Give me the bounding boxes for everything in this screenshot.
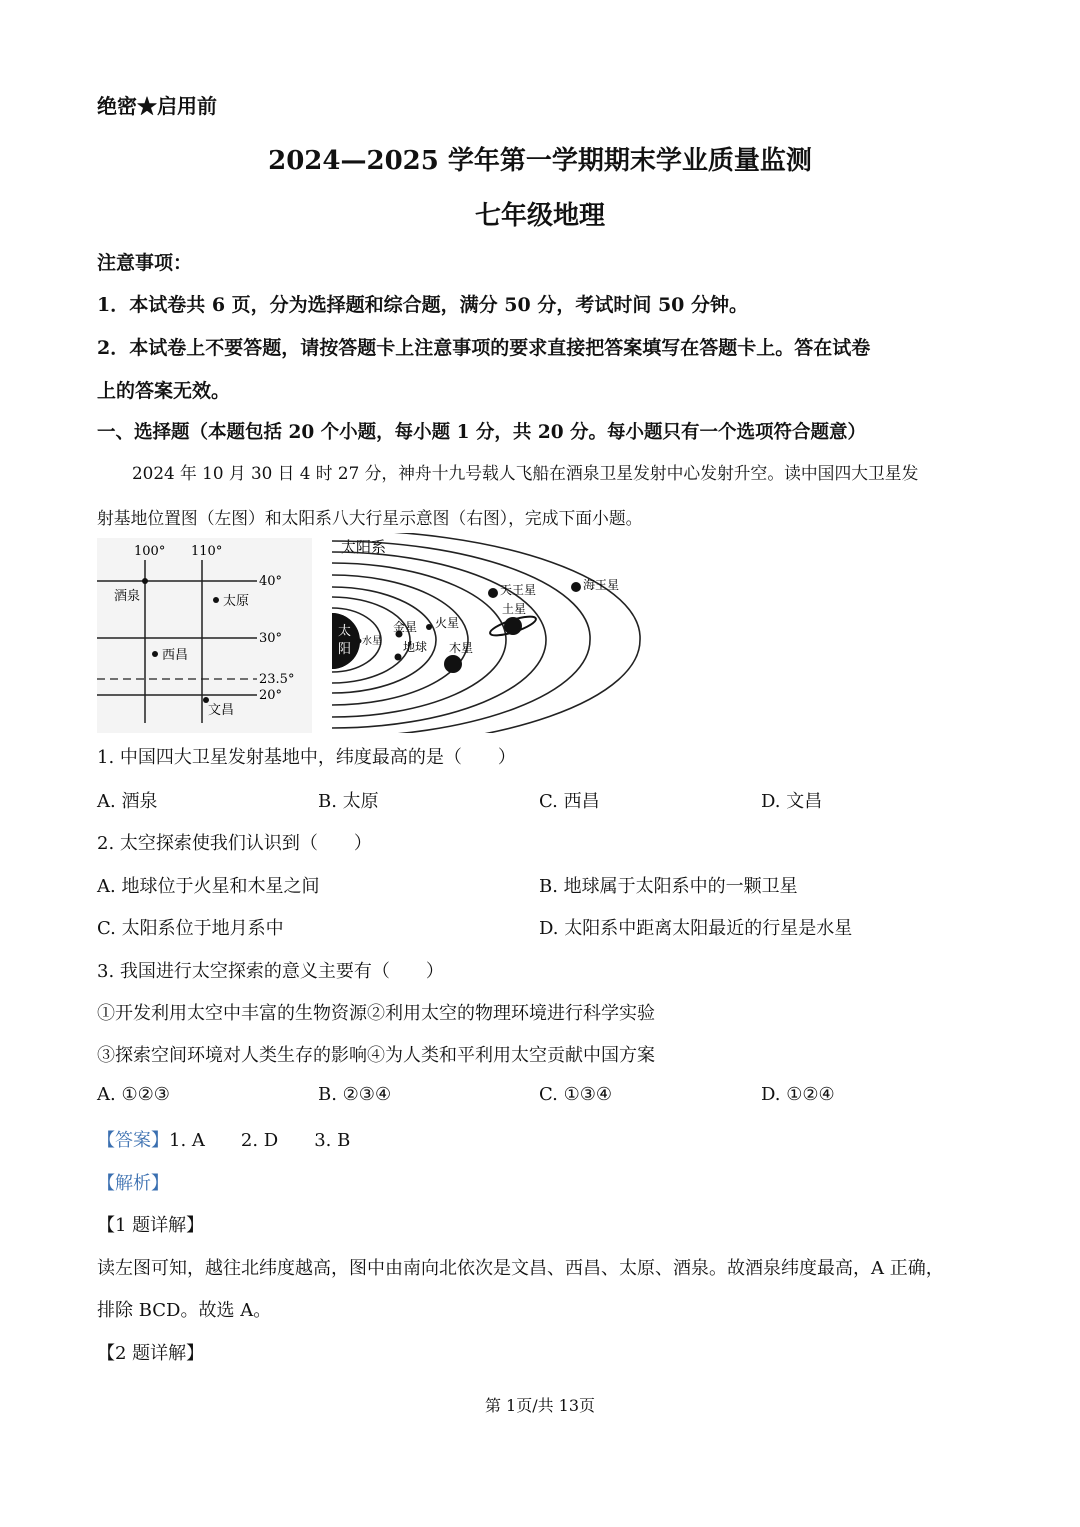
sun-label-1: 太 (338, 624, 352, 639)
secret-label: 绝密★启用前 (97, 94, 217, 118)
q3-statements-line-1: ①开发利用太空中丰富的生物资源②利用太空的物理环境进行科学实验 (97, 1003, 655, 1024)
detail-1-label: 【1 题详解】 (97, 1215, 205, 1236)
site-label-jiuquan: 酒泉 (114, 589, 141, 604)
q1-option-a: A. 酒泉 (97, 791, 158, 812)
planet-neptune (571, 582, 581, 592)
lon-label-100: 100° (134, 544, 166, 559)
label-mars: 火星 (435, 616, 460, 630)
answer-2: 2. D (240, 1130, 279, 1151)
page-number: 第 1页/共 13页 (484, 1396, 596, 1415)
label-venus: 金星 (393, 620, 418, 634)
notice-heading: 注意事项： (97, 252, 193, 274)
q1-option-d: D. 文昌 (761, 791, 823, 812)
label-jupiter: 木星 (449, 641, 474, 655)
intro-line-1: 2024 年 10 月 30 日 4 时 27 分，神舟十九号载人飞船在酒泉卫星发射中心发射升空。读中国四大卫星发 (132, 463, 919, 483)
lat-label-23-5: 23.5° (259, 672, 295, 687)
q2-option-d: D. 太阳系中距离太阳最近的行星是水星 (539, 918, 853, 939)
detail-1-line-1: 读左图可知，越往北纬度越高，图中由南向北依次是文昌、西昌、太原、酒泉。故酒泉纬度最高，A 正确， (97, 1258, 944, 1279)
detail-2-label: 【2 题详解】 (97, 1343, 205, 1364)
lat-label-30: 30° (259, 631, 283, 646)
q3-statements-line-2: ③探索空间环境对人类生存的影响④为人类和平利用太空贡献中国方案 (97, 1045, 655, 1066)
planet-earth (395, 654, 402, 661)
lat-label-20: 20° (259, 688, 283, 703)
exam-title: 2024—2025 学年第一学期期末学业质量监测 (268, 146, 812, 176)
sun-label-2: 阳 (338, 642, 352, 657)
launch-sites-map (97, 538, 312, 733)
planet-saturn (504, 617, 522, 635)
answer-3: 3. B (314, 1130, 351, 1151)
notice-item-2-line-1: 2．本试卷上不要答题，请按答题卡上注意事项的要求直接把答案填写在答题卡上。答在试卷 (97, 337, 871, 359)
solar-system-diagram (332, 533, 650, 733)
detail-1-line-2: 排除 BCD。故选 A。 (97, 1300, 272, 1321)
q1-option-c: C. 西昌 (539, 791, 600, 812)
planet-mercury (357, 639, 362, 644)
q2-option-a: A. 地球位于火星和木星之间 (97, 876, 320, 897)
label-neptune: 海王星 (583, 578, 620, 592)
site-label-xichang: 西昌 (162, 648, 189, 663)
solar-title: 太阳系 (341, 538, 387, 556)
q3-option-c: C. ①③④ (539, 1084, 612, 1105)
section-heading: 一、选择题（本题包括 20 个小题，每小题 1 分，共 20 分。每小题只有一个选项符合题意） (97, 422, 867, 443)
notice-item-2-line-2: 上的答案无效。 (97, 380, 231, 402)
exam-subtitle: 七年级地理 (474, 201, 605, 231)
orbits (332, 533, 640, 733)
label-earth: 地球 (403, 640, 428, 654)
planet-jupiter (444, 655, 462, 673)
lat-label-40: 40° (259, 574, 283, 589)
site-dot-taiyuan (213, 597, 219, 603)
q2-stem: 2. 太空探索使我们认识到（ ） (97, 833, 372, 854)
q3-stem: 3. 我国进行太空探索的意义主要有（ ） (97, 961, 444, 982)
planet-uranus (488, 588, 498, 598)
intro-line-2: 射基地位置图（左图）和太阳系八大行星示意图（右图），完成下面小题。 (97, 508, 643, 528)
planet-mars (426, 624, 432, 630)
q1-option-b: B. 太原 (318, 791, 379, 812)
analysis-label: 【解析】 (97, 1173, 169, 1194)
label-mercury: 水星 (362, 636, 382, 647)
q1-stem: 1. 中国四大卫星发射基地中，纬度最高的是（ ） (97, 747, 516, 768)
answer-1: 1. A (169, 1130, 205, 1151)
q2-option-c: C. 太阳系位于地月系中 (97, 918, 284, 939)
answer-line (97, 1126, 350, 1152)
notice-item-1: 1．本试卷共 6 页，分为选择题和综合题，满分 50 分，考试时间 50 分钟。 (97, 294, 749, 316)
site-dot-xichang (152, 651, 158, 657)
answer-label: 【答案】 (97, 1130, 169, 1151)
q3-option-b: B. ②③④ (318, 1084, 392, 1105)
site-label-taiyuan: 太原 (223, 594, 250, 609)
q2-option-b: B. 地球属于太阳系中的一颗卫星 (539, 876, 798, 897)
orbit-neptune (332, 533, 640, 733)
label-uranus: 天王星 (500, 583, 537, 597)
lon-label-110: 110° (191, 544, 223, 559)
label-saturn: 土星 (502, 602, 527, 616)
site-dot-jiuquan (142, 578, 148, 584)
q3-option-d: D. ①②④ (761, 1084, 835, 1105)
site-label-wenchang: 文昌 (208, 703, 235, 718)
sun-body (332, 613, 359, 669)
q3-option-a: A. ①②③ (97, 1084, 170, 1105)
